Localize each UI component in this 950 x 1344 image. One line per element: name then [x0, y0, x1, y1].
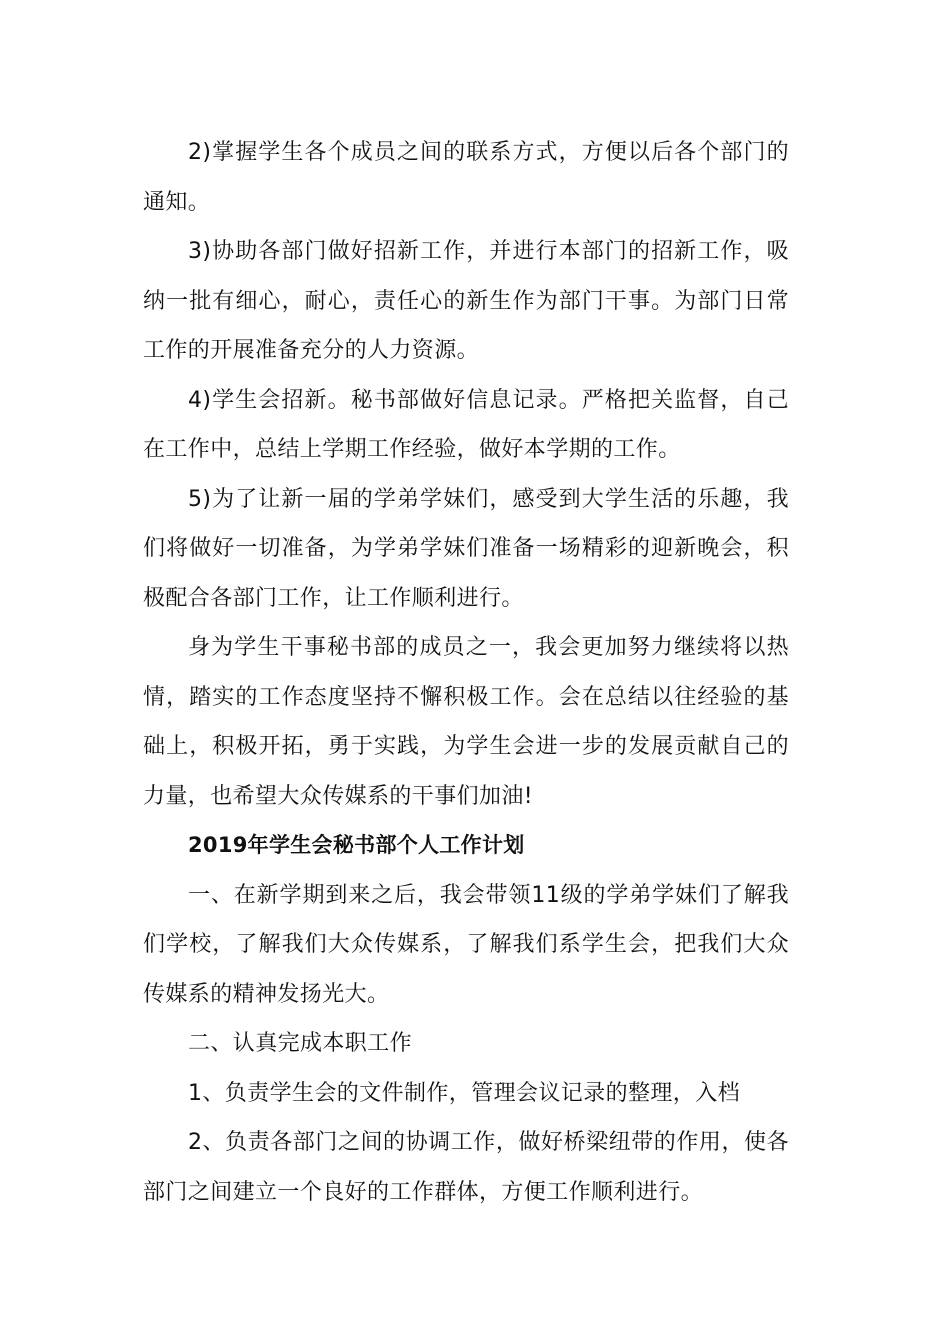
- paragraph-item-4-records: 4)学生会招新。秘书部做好信息记录。严格把关监督，自己在工作中，总结上学期工作经验，做好本学期的工作。: [143, 387, 789, 462]
- paragraph-item-3-recruitment: 3)协助各部门做好招新工作，并进行本部门的招新工作，吸纳一批有细心，耐心，责任心的新生作为部门干事。为部门日常工作的开展准备充分的人力资源。: [143, 239, 789, 363]
- paragraph-section-one: 一、在新学期到来之后，我会带领11级的学弟学妹们了解我们学校，了解我们大众传媒系，了解我们系学生会，把我们大众传媒系的精神发扬光大。: [143, 882, 789, 1007]
- document-body: [143, 128, 789, 1217]
- paragraph-section-two-title: 二、认真完成本职工作: [188, 1031, 413, 1056]
- paragraph-duty-2: 2、负责各部门之间的协调工作，做好桥梁纽带的作用，使各部门之间建立一个良好的工作群体，方便工作顺利进行。: [143, 1130, 789, 1205]
- paragraph-item-5-welcome-party: 5)为了让新一届的学弟学妹们，感受到大学生活的乐趣，我们将做好一切准备，为学弟学妹们准备一场精彩的迎新晚会，积极配合各部门工作，让工作顺利进行。: [143, 486, 789, 611]
- paragraph-duty-1: 1、负责学生会的文件制作，管理会议记录的整理，入档: [188, 1080, 740, 1106]
- paragraph-item-2-contacts: 2)掌握学生各个成员之间的联系方式，方便以后各个部门的通知。: [143, 140, 789, 215]
- paragraph-closing-remarks: 身为学生干事秘书部的成员之一，我会更加努力继续将以热情，踏实的工作态度坚持不懈积极工作。会在总结以往经验的基础上，积极开拓，勇于实践，为学生会进一步的发展贡献自己的力量，也希望大众传媒系的干事们加油!: [143, 635, 789, 809]
- section-heading: 2019年学生会秘书部个人工作计划: [188, 833, 525, 857]
